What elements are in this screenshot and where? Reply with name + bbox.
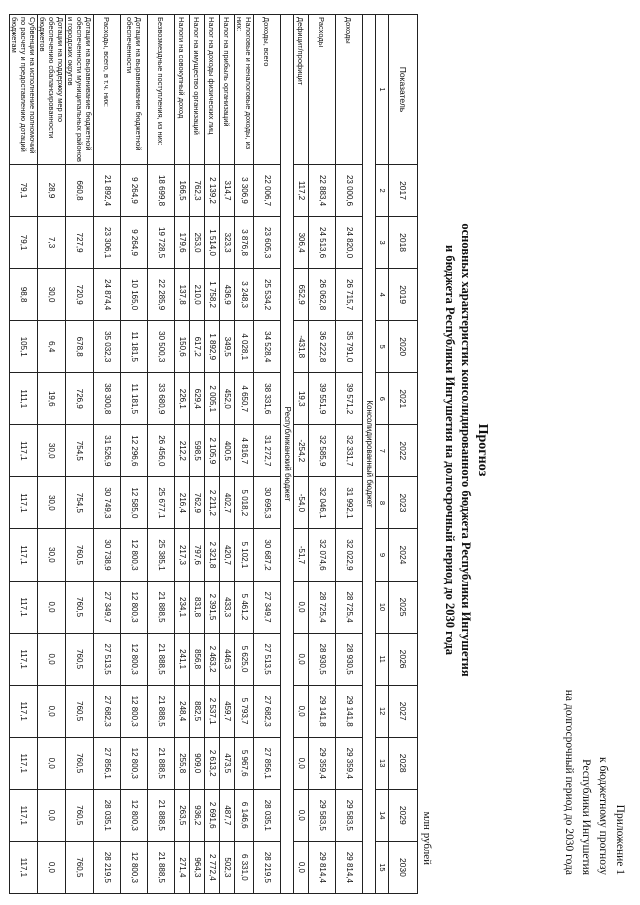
table-cell: 29 814,4: [309, 841, 336, 893]
table-row: [190, 15, 205, 894]
table-cell: 28 930,5: [336, 633, 363, 685]
table-cell: 0,0: [38, 737, 66, 789]
table-row: [66, 15, 94, 894]
table-cell: 253,0: [190, 217, 205, 269]
table-cell: 6 331,0: [235, 841, 254, 893]
table-cell: 402,7: [220, 477, 235, 529]
table-cell: 420,7: [220, 529, 235, 581]
table-cell: 27 349,7: [94, 581, 121, 633]
table-cell: 21 888,5: [148, 633, 175, 685]
table-cell: 3 248,3: [235, 269, 254, 321]
table-cell: 255,8: [175, 737, 190, 789]
table-cell: 32 046,1: [309, 477, 336, 529]
table-cell: -51,7: [294, 529, 309, 581]
table-cell: 452,0: [220, 373, 235, 425]
table-cell: 98,8: [10, 269, 38, 321]
table-cell: 0,0: [294, 841, 309, 893]
title-line-2: основных характеристик консолидированного бюджета Республики Ингушетия: [459, 223, 473, 677]
table-row: [336, 15, 363, 894]
table-cell: 2 139,2: [205, 165, 220, 217]
table-row: [10, 15, 38, 894]
table-cell: 678,8: [66, 321, 94, 373]
table-cell: 248,4: [175, 685, 190, 737]
table-cell: 2 105,9: [205, 425, 220, 477]
table-row: [205, 15, 220, 894]
table-cell: 234,1: [175, 581, 190, 633]
row-label: Дотации на выравнивание бюджетной обеспеченности: [121, 15, 148, 165]
table-cell: 117,1: [10, 633, 38, 685]
table-cell: 306,4: [294, 217, 309, 269]
table-cell: 0,0: [38, 841, 66, 893]
column-number: 6: [376, 373, 389, 425]
table-cell: 760,5: [66, 789, 94, 841]
table-cell: 11 181,5: [121, 321, 148, 373]
table-cell: 29 359,4: [309, 737, 336, 789]
table-cell: 964,3: [190, 841, 205, 893]
table-cell: 117,1: [10, 685, 38, 737]
table-row: [38, 15, 66, 894]
appendix-line: к бюджетному прогнозу: [597, 756, 609, 875]
table-cell: 459,7: [220, 685, 235, 737]
table-cell: 38 331,6: [254, 373, 281, 425]
table-cell: 349,5: [220, 321, 235, 373]
table-cell: 217,3: [175, 529, 190, 581]
table-cell: 760,5: [66, 633, 94, 685]
table-cell: 12 800,3: [121, 529, 148, 581]
row-label: Дефицит/профицит: [294, 15, 309, 165]
table-cell: 105,1: [10, 321, 38, 373]
table-cell: 25 385,1: [148, 529, 175, 581]
table-cell: 28 035,1: [254, 789, 281, 841]
header-year: 2029: [389, 789, 418, 841]
row-label: Доходы: [336, 15, 363, 165]
row-label: Налог на доходы физических лиц: [205, 15, 220, 165]
table-row: [94, 15, 121, 894]
table-cell: 617,2: [190, 321, 205, 373]
table-cell: 12 800,3: [121, 789, 148, 841]
table-cell: 754,5: [66, 477, 94, 529]
header-year: 2026: [389, 633, 418, 685]
table-cell: 0,0: [294, 789, 309, 841]
table-cell: 30,0: [38, 269, 66, 321]
table-cell: 31 526,9: [94, 425, 121, 477]
table-cell: 28,9: [38, 165, 66, 217]
table-cell: 19,6: [38, 373, 66, 425]
column-number: 7: [376, 425, 389, 477]
table-cell: 27 513,5: [94, 633, 121, 685]
table-cell: 117,2: [294, 165, 309, 217]
table-cell: 856,8: [190, 633, 205, 685]
table-cell: 726,9: [66, 373, 94, 425]
table-cell: 0,0: [294, 581, 309, 633]
table-cell: 23 605,3: [254, 217, 281, 269]
table-cell: 210,0: [190, 269, 205, 321]
table-cell: 314,7: [220, 165, 235, 217]
table-cell: 22 285,9: [148, 269, 175, 321]
table-cell: 29 814,4: [336, 841, 363, 893]
table-cell: 2 772,4: [205, 841, 220, 893]
table-cell: 2 463,2: [205, 633, 220, 685]
table-cell: 31 992,1: [336, 477, 363, 529]
table-cell: 909,0: [190, 737, 205, 789]
table-cell: 29 359,4: [336, 737, 363, 789]
table-cell: 25 677,1: [148, 477, 175, 529]
table-cell: 3 306,9: [235, 165, 254, 217]
table-cell: 6 146,6: [235, 789, 254, 841]
table-cell: 150,6: [175, 321, 190, 373]
header-year: 2028: [389, 737, 418, 789]
column-number: 5: [376, 321, 389, 373]
table-cell: 2 391,5: [205, 581, 220, 633]
table-cell: 27 349,7: [254, 581, 281, 633]
table-cell: 831,8: [190, 581, 205, 633]
table-cell: 2 613,2: [205, 737, 220, 789]
table-cell: 323,3: [220, 217, 235, 269]
table-cell: 12 800,3: [121, 581, 148, 633]
table-cell: 446,3: [220, 633, 235, 685]
table-row: [235, 15, 254, 894]
table-cell: 2 211,2: [205, 477, 220, 529]
column-number: 11: [376, 633, 389, 685]
table-cell: 29 583,5: [336, 789, 363, 841]
table-cell: 3 876,8: [235, 217, 254, 269]
title-line-1: Прогноз: [475, 423, 490, 477]
table-cell: 30,0: [38, 425, 66, 477]
appendix-line: Приложение 1: [614, 804, 626, 875]
table-cell: 23 000,6: [336, 165, 363, 217]
table-cell: 487,7: [220, 789, 235, 841]
table-cell: 21 888,5: [148, 789, 175, 841]
table-cell: 0,0: [294, 633, 309, 685]
section-consolidated-row: [363, 15, 376, 894]
row-label: Расходы: [309, 15, 336, 165]
table-cell: 762,9: [190, 477, 205, 529]
table-cell: 10 165,0: [121, 269, 148, 321]
row-label: Налог на прибыль организаций: [220, 15, 235, 165]
table-cell: 30 695,3: [254, 477, 281, 529]
table-cell: 29 583,5: [309, 789, 336, 841]
table-cell: -431,8: [294, 321, 309, 373]
table-cell: 226,1: [175, 373, 190, 425]
table-cell: 29 141,8: [336, 685, 363, 737]
appendix-line: на долгосрочный период до 2030 года: [563, 689, 575, 875]
table-cell: 28 725,4: [309, 581, 336, 633]
table-cell: 0,0: [38, 685, 66, 737]
table-cell: 5 018,2: [235, 477, 254, 529]
table-cell: 727,9: [66, 217, 94, 269]
table-cell: 79,1: [10, 165, 38, 217]
header-year: 2024: [389, 529, 418, 581]
table-cell: 117,1: [10, 529, 38, 581]
table-cell: 433,3: [220, 581, 235, 633]
table-cell: 21 888,5: [148, 685, 175, 737]
header-year: 2030: [389, 841, 418, 893]
table-cell: 28 219,5: [254, 841, 281, 893]
table-cell: 502,3: [220, 841, 235, 893]
column-number-row: [376, 15, 389, 894]
row-label: Налоги на совокупный доход: [175, 15, 190, 165]
table-row: [254, 15, 281, 894]
header-year: 2020: [389, 321, 418, 373]
row-label: Безвозмездные поступления, из них:: [148, 15, 175, 165]
table-cell: 30 749,3: [94, 477, 121, 529]
table-cell: 166,5: [175, 165, 190, 217]
table-row: [220, 15, 235, 894]
table-cell: 35 791,0: [336, 321, 363, 373]
table-cell: 12 800,3: [121, 841, 148, 893]
table-cell: 39 571,2: [336, 373, 363, 425]
table-cell: 117,1: [10, 425, 38, 477]
table-cell: 760,5: [66, 841, 94, 893]
table-cell: 760,5: [66, 737, 94, 789]
table-cell: -54,0: [294, 477, 309, 529]
table-cell: 760,5: [66, 529, 94, 581]
table-cell: 117,1: [10, 737, 38, 789]
table-cell: 32 074,6: [309, 529, 336, 581]
table-cell: 2 691,6: [205, 789, 220, 841]
table-cell: 660,8: [66, 165, 94, 217]
table-cell: 720,9: [66, 269, 94, 321]
table-cell: 436,9: [220, 269, 235, 321]
column-number: 1: [376, 15, 389, 165]
table-cell: 21 888,5: [148, 841, 175, 893]
table-cell: 18 699,8: [148, 165, 175, 217]
header-year: 2027: [389, 685, 418, 737]
table-cell: 263,5: [175, 789, 190, 841]
table-cell: 24 513,6: [309, 217, 336, 269]
title-line-3: и бюджета Республики Ингушетия на долгосрочный период до 2030 года: [443, 245, 457, 655]
table-row: [148, 15, 175, 894]
table-cell: 0,0: [38, 633, 66, 685]
table-cell: 1 758,2: [205, 269, 220, 321]
table-cell: 0,0: [294, 737, 309, 789]
table-cell: 754,5: [66, 425, 94, 477]
table-cell: 11 181,5: [121, 373, 148, 425]
table-cell: 19,3: [294, 373, 309, 425]
table-cell: 4 650,7: [235, 373, 254, 425]
table-cell: 117,1: [10, 789, 38, 841]
table-cell: 19 728,5: [148, 217, 175, 269]
table-cell: 216,4: [175, 477, 190, 529]
table-cell: 30 687,2: [254, 529, 281, 581]
table-cell: 5 461,2: [235, 581, 254, 633]
table-cell: 5 625,0: [235, 633, 254, 685]
header-year: 2018: [389, 217, 418, 269]
table-cell: 117,1: [10, 477, 38, 529]
header-year: 2021: [389, 373, 418, 425]
table-row: [294, 15, 309, 894]
row-label: Дотации на поддержку мер по обеспечению сбалансированности бюджетов: [38, 15, 66, 165]
table-cell: 79,1: [10, 217, 38, 269]
table-cell: 28 930,5: [309, 633, 336, 685]
column-number: 13: [376, 737, 389, 789]
header-year: 2017: [389, 165, 418, 217]
section-consolidated: Консолидированный бюджет: [363, 15, 376, 894]
table-cell: 12 800,3: [121, 633, 148, 685]
table-cell: 0,0: [38, 581, 66, 633]
appendix-note: [560, 575, 628, 875]
appendix-line: Республики Ингушетия: [580, 759, 592, 875]
column-number: 8: [376, 477, 389, 529]
table-cell: 33 680,9: [148, 373, 175, 425]
table-cell: 5 793,7: [235, 685, 254, 737]
units-label: млн рублей: [421, 811, 433, 865]
table-cell: 27 682,3: [254, 685, 281, 737]
table-cell: 21 892,4: [94, 165, 121, 217]
table-cell: 760,5: [66, 685, 94, 737]
table-cell: 21 888,5: [148, 737, 175, 789]
table-cell: 12 800,3: [121, 685, 148, 737]
table-cell: 882,5: [190, 685, 205, 737]
table-cell: 24 874,4: [94, 269, 121, 321]
table-cell: 797,6: [190, 529, 205, 581]
table-cell: 7,3: [38, 217, 66, 269]
table-cell: 179,6: [175, 217, 190, 269]
table-cell: 4 816,7: [235, 425, 254, 477]
table-cell: 4 028,1: [235, 321, 254, 373]
table-cell: 28 035,1: [94, 789, 121, 841]
table-cell: 35 032,3: [94, 321, 121, 373]
table-cell: 26 715,7: [336, 269, 363, 321]
row-label: Налоговые и неналоговые доходы, из них:: [235, 15, 254, 165]
table-cell: 2 005,1: [205, 373, 220, 425]
table-cell: 22 006,7: [254, 165, 281, 217]
column-number: 4: [376, 269, 389, 321]
table-cell: 28 219,5: [94, 841, 121, 893]
table-cell: 9 264,9: [121, 217, 148, 269]
table-cell: 117,1: [10, 841, 38, 893]
table-cell: 27 856,1: [94, 737, 121, 789]
section-republican-row: [281, 15, 294, 894]
table-cell: 28 725,4: [336, 581, 363, 633]
table-cell: 32 331,7: [336, 425, 363, 477]
table-cell: 5 967,6: [235, 737, 254, 789]
table-cell: 30 738,9: [94, 529, 121, 581]
table-cell: 762,3: [190, 165, 205, 217]
row-label: Доходы, всего: [254, 15, 281, 165]
table-cell: 34 528,4: [254, 321, 281, 373]
column-number: 10: [376, 581, 389, 633]
column-number: 2: [376, 165, 389, 217]
row-label: Субвенции на исполнение полномочий по расчету и предоставлению дотаций бюджетам: [10, 15, 38, 165]
table-cell: 32 022,9: [336, 529, 363, 581]
column-number: 9: [376, 529, 389, 581]
table-cell: 30 500,3: [148, 321, 175, 373]
table-cell: 24 820,0: [336, 217, 363, 269]
table-cell: 6,4: [38, 321, 66, 373]
table-cell: 22 883,4: [309, 165, 336, 217]
row-label: Дотации на выравнивание бюджетной обеспеченности муниципальных районов и городских округов: [66, 15, 94, 165]
table-cell: 0,0: [38, 789, 66, 841]
forecast-table: [9, 14, 418, 894]
section-republican: Республиканский бюджет: [281, 15, 294, 894]
table-cell: 1 514,0: [205, 217, 220, 269]
table-cell: 629,4: [190, 373, 205, 425]
header-indicator: Показатель: [389, 15, 418, 165]
header-year: 2023: [389, 477, 418, 529]
table-cell: 2 321,8: [205, 529, 220, 581]
row-label: Расходы, всего, в т.ч. них:: [94, 15, 121, 165]
table-cell: -254,2: [294, 425, 309, 477]
table-cell: 1 892,9: [205, 321, 220, 373]
table-cell: 652,9: [294, 269, 309, 321]
table-cell: 30,0: [38, 529, 66, 581]
header-year: 2022: [389, 425, 418, 477]
table-cell: 598,5: [190, 425, 205, 477]
table-cell: 473,5: [220, 737, 235, 789]
table-cell: 0,0: [294, 685, 309, 737]
table-cell: 36 222,8: [309, 321, 336, 373]
table-cell: 21 888,5: [148, 581, 175, 633]
table-cell: 241,1: [175, 633, 190, 685]
column-number: 14: [376, 789, 389, 841]
table-cell: 5 102,1: [235, 529, 254, 581]
table-cell: 212,2: [175, 425, 190, 477]
table-cell: 30,0: [38, 477, 66, 529]
table-cell: 29 141,8: [309, 685, 336, 737]
table-cell: 936,2: [190, 789, 205, 841]
table-cell: 26 456,0: [148, 425, 175, 477]
table-cell: 27 682,3: [94, 685, 121, 737]
table-cell: 760,5: [66, 581, 94, 633]
table-cell: 117,1: [10, 581, 38, 633]
table-cell: 38 300,8: [94, 373, 121, 425]
table-cell: 12 800,3: [121, 737, 148, 789]
table-cell: 137,8: [175, 269, 190, 321]
header-year: 2019: [389, 269, 418, 321]
column-number: 3: [376, 217, 389, 269]
column-number: 12: [376, 685, 389, 737]
table-cell: 25 534,2: [254, 269, 281, 321]
document-title: [442, 120, 490, 780]
table-cell: 111,1: [10, 373, 38, 425]
table-cell: 12 296,6: [121, 425, 148, 477]
table-row: [121, 15, 148, 894]
table-cell: 27 856,1: [254, 737, 281, 789]
table-cell: 39 551,9: [309, 373, 336, 425]
table-cell: 31 272,7: [254, 425, 281, 477]
table-row: [309, 15, 336, 894]
table-cell: 23 306,1: [94, 217, 121, 269]
table-cell: 26 062,8: [309, 269, 336, 321]
table-cell: 27 513,5: [254, 633, 281, 685]
table-cell: 271,4: [175, 841, 190, 893]
table-cell: 32 585,9: [309, 425, 336, 477]
table-cell: 2 537,1: [205, 685, 220, 737]
table-row: [175, 15, 190, 894]
row-label: Налог на имущество организаций: [190, 15, 205, 165]
column-number: 15: [376, 841, 389, 893]
table-cell: 12 585,0: [121, 477, 148, 529]
table-cell: 400,5: [220, 425, 235, 477]
header-year: 2025: [389, 581, 418, 633]
table-cell: 9 264,9: [121, 165, 148, 217]
